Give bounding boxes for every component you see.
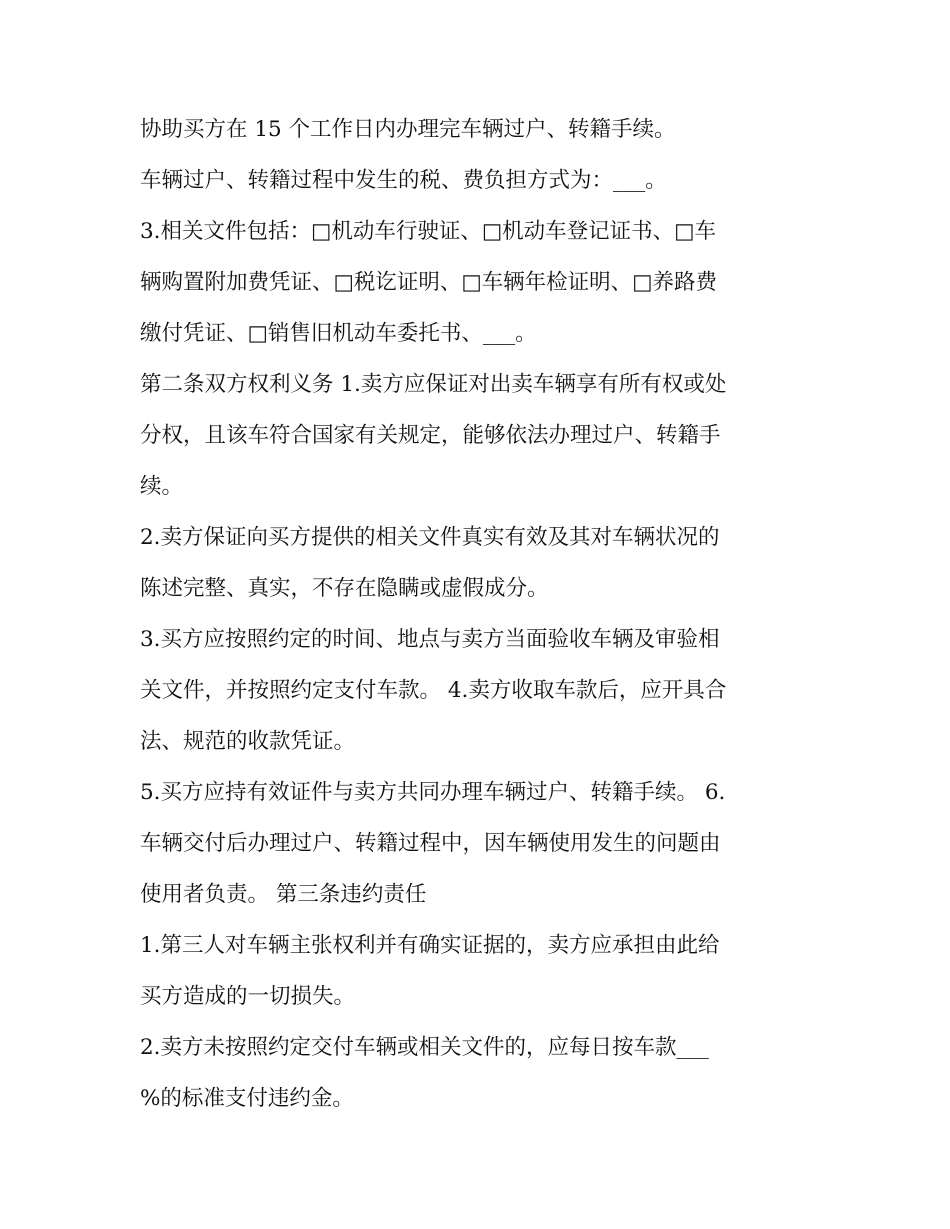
text-line: 车辆交付后办理过户、转籍过程中，因车辆使用发生的问题由 <box>140 831 721 856</box>
text-line: 续。 <box>140 474 184 499</box>
text-line: 陈述完整、真实，不存在隐瞒或虚假成分。 <box>140 576 549 601</box>
text-line: 辆购置附加费凭证、□税讫证明、□车辆年检证明、□养路费 <box>140 270 717 295</box>
text-line: 3.相关文件包括：□机动车行驶证、□机动车登记证书、□车 <box>140 219 716 244</box>
text-line: 使用者负责。 第三条违约责任 <box>140 882 427 907</box>
text-line: 缴付凭证、□销售旧机动车委托书、___。 <box>140 321 537 346</box>
text-line: 2.卖方保证向买方提供的相关文件真实有效及其对车辆状况的 <box>140 525 720 550</box>
text-line: 5.买方应持有效证件与卖方共同办理车辆过户、转籍手续。 6. <box>140 780 726 805</box>
text-line: 3.买方应按照约定的时间、地点与卖方当面验收车辆及审验相 <box>140 627 720 652</box>
text-line: 关文件，并按照约定支付车款。 4.卖方收取车款后，应开具合 <box>140 678 727 703</box>
text-line: 买方造成的一切损失。 <box>140 984 356 1009</box>
text-line: %的标准支付违约金。 <box>140 1086 354 1111</box>
text-line: 2.卖方未按照约定交付车辆或相关文件的，应每日按车款___ <box>140 1035 709 1060</box>
text-line: 车辆过户、转籍过程中发生的税、费负担方式为：___。 <box>140 168 667 193</box>
text-line: 1.第三人对车辆主张权利并有确实证据的，卖方应承担由此给 <box>140 933 720 958</box>
text-line: 法、规范的收款凭证。 <box>140 729 356 754</box>
contract-text <box>140 104 820 1124</box>
text-line: 协助买方在 15 个工作日内办理完车辆过户、转籍手续。 <box>140 117 676 142</box>
text-line: 分权，且该车符合国家有关规定，能够依法办理过户、转籍手 <box>140 423 721 448</box>
text-line: 第二条双方权利义务 1.卖方应保证对出卖车辆享有所有权或处 <box>140 372 727 397</box>
